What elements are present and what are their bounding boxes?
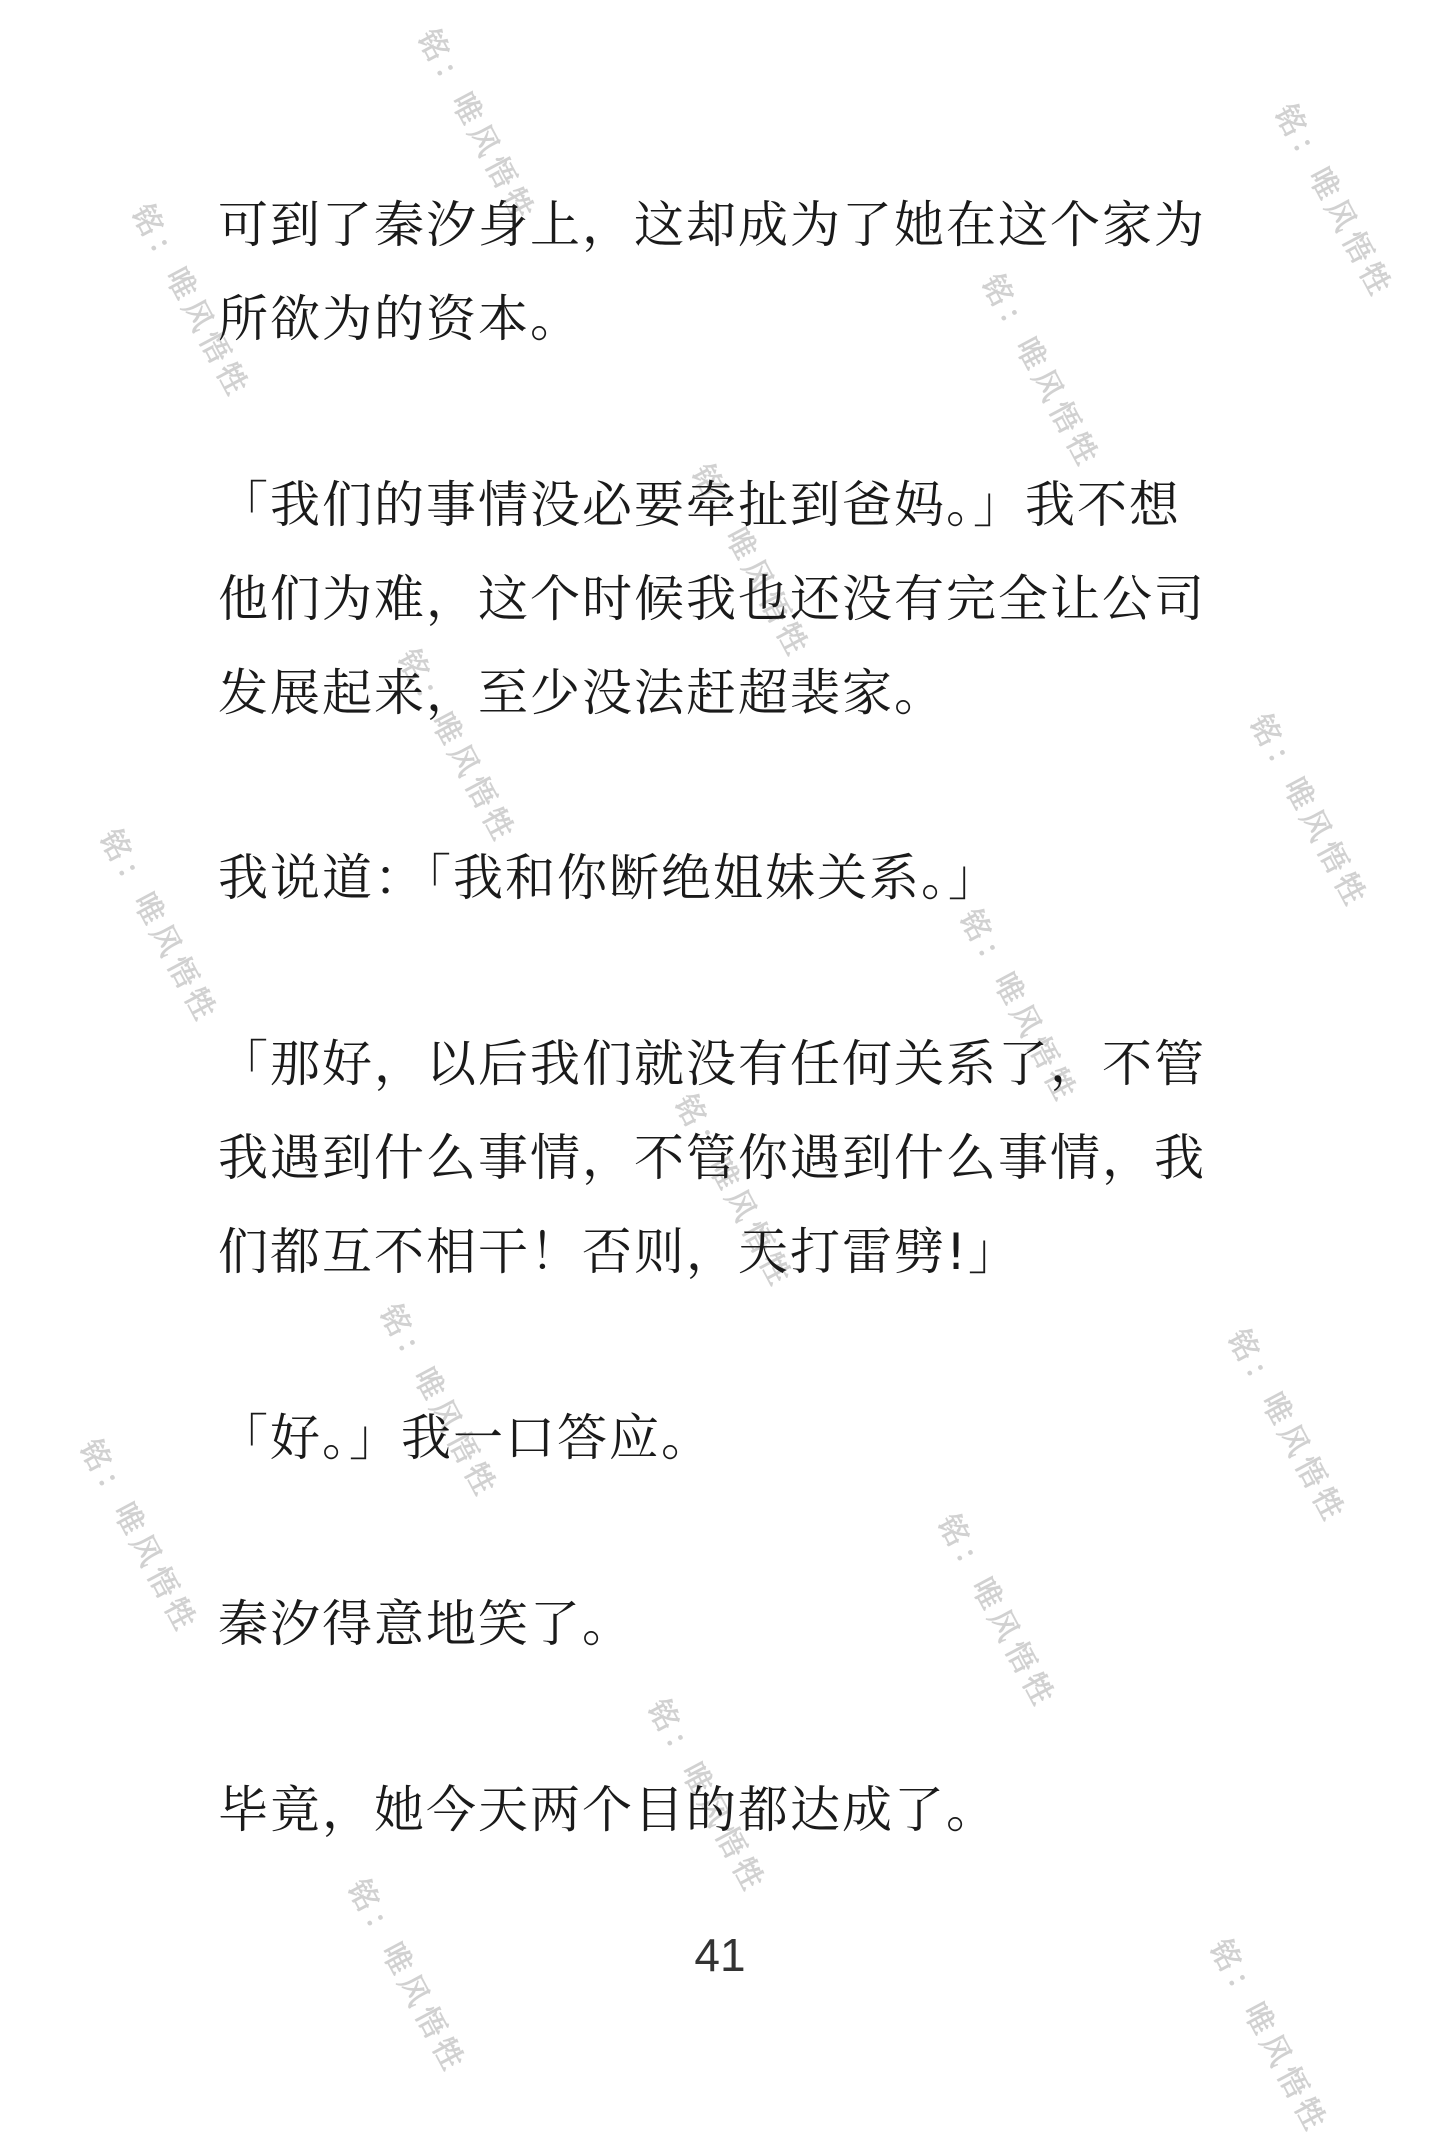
watermark: 铭：唯风悟牲 xyxy=(92,823,225,1031)
watermark: 铭：唯风悟牲 xyxy=(372,1298,505,1506)
watermark: 铭：唯风悟牲 xyxy=(1267,98,1400,306)
paragraph: 毕竟，她今天两个目的都达成了。 xyxy=(218,1781,998,1839)
watermark: 铭：唯风悟牲 xyxy=(667,1088,800,1296)
paragraph: 「好。」我一口答应。 xyxy=(218,1409,713,1467)
document-body xyxy=(218,178,1228,1857)
paragraph: 可到了秦汐身上，这却成为了她在这个家为所欲为的资本。 xyxy=(218,196,1206,348)
watermark: 铭：唯风悟牲 xyxy=(124,198,257,406)
watermark: 铭：唯风悟牲 xyxy=(340,1873,473,2081)
page-number: 41 xyxy=(694,1929,746,1981)
watermark: 铭：唯风悟牲 xyxy=(640,1693,773,1901)
paragraph: 我说道：「我和你断绝姐妹关系。」 xyxy=(218,849,1000,907)
watermark: 铭：唯风悟牲 xyxy=(410,23,543,231)
watermark: 铭：唯风悟牲 xyxy=(1220,1323,1353,1531)
watermark: 铭：唯风悟牲 xyxy=(952,903,1085,1111)
watermark: 铭：唯风悟牲 xyxy=(930,1508,1063,1716)
watermark: 铭：唯风悟牲 xyxy=(684,458,817,666)
watermark: 铭：唯风悟牲 xyxy=(974,268,1107,476)
watermark: 铭：唯风悟牲 xyxy=(1202,1933,1335,2141)
paragraph: 秦汐得意地笑了。 xyxy=(218,1595,634,1653)
watermark: 铭：唯风悟牲 xyxy=(1242,708,1375,916)
paragraph: 「那好，以后我们就没有任何关系了，不管我遇到什么事情，不管你遇到什么事情，我们都互不相干！否则，天打雷劈!」 xyxy=(218,1035,1206,1281)
watermark: 铭：唯风悟牲 xyxy=(390,643,523,851)
paragraph: 「我们的事情没必要牵扯到爸妈。」我不想他们为难，这个时候我也还没有完全让公司发展起来，至少没法赶超裴家。 xyxy=(218,476,1206,722)
watermark: 铭：唯风悟牲 xyxy=(72,1433,205,1641)
